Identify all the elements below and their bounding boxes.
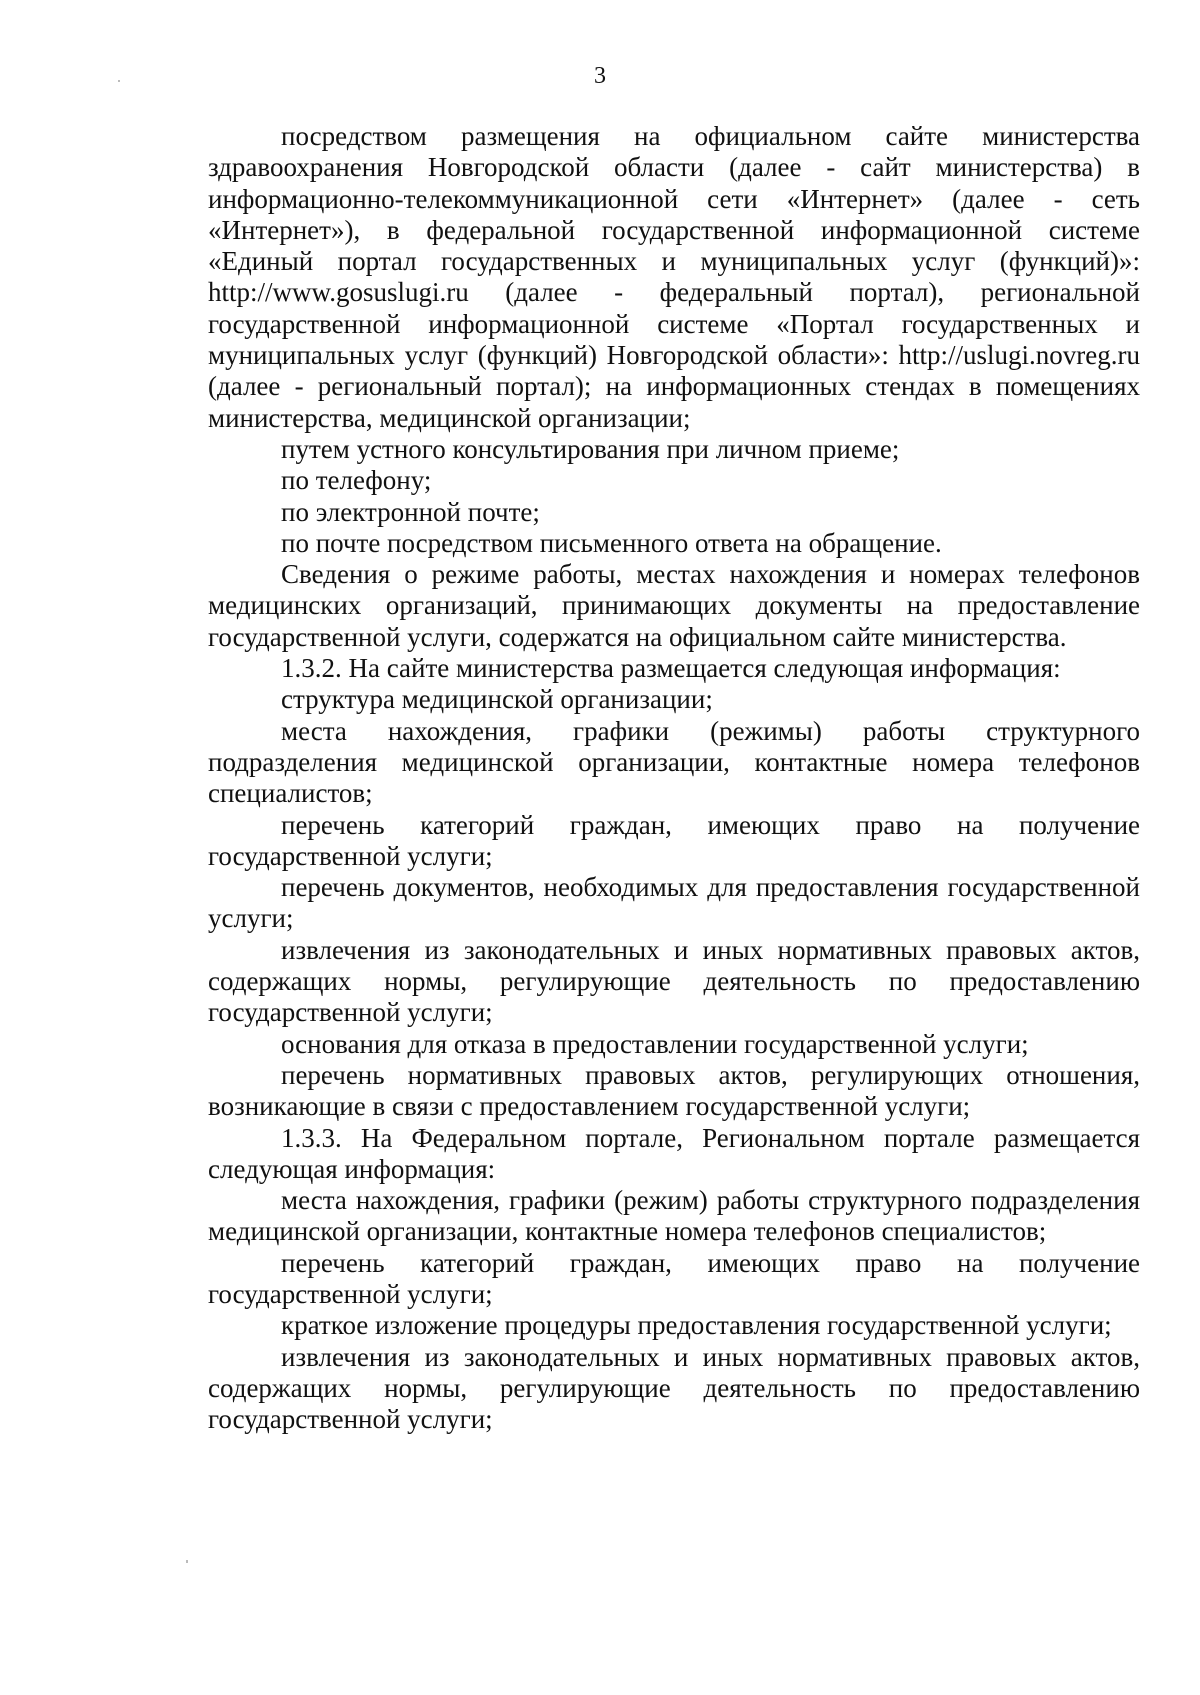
paragraph-1-3-3-heading: 1.3.3. На Федеральном портале, Региональном портале размещается следующая информация: — [208, 1122, 1140, 1184]
document-body — [208, 121, 1140, 1435]
paragraph-info-channels: посредством размещения на официальном сайте министерства здравоохранения Новгородской области (далее - сайт министерства) в информационно-телекоммуникационной сети «Интернет» (далее - сеть «Интернет»), в федеральной государственной информационной системе «Единый портал государственных и муниципальных услуг (функций)»: http://www.gosuslugi.ru (далее - федеральный портал), региональной государственной информационной системе «Портал государственных и муниципальных услуг (функций) Новгородской области»: http://uslugi.novreg.ru (далее - региональный портал); на информационных стендах в помещениях министерства, медицинской организации; — [208, 121, 1140, 433]
paragraph-citizen-categories: перечень категорий граждан, имеющих право на получение государственной услуги; — [208, 809, 1140, 871]
scan-speck — [186, 1560, 188, 1563]
paragraph-work-schedule-info: Сведения о режиме работы, местах нахождения и номерах телефонов медицинских организаций, принимающих документы на предоставление государственной услуги, содержатся на официальном сайте министерства. — [208, 559, 1140, 652]
paragraph-normative-acts: перечень нормативных правовых актов, регулирующих отношения, возникающие в связи с предоставлением государственной услуги; — [208, 1059, 1140, 1122]
paragraph-portal-legal-extracts: извлечения из законодательных и иных нормативных правовых актов, содержащих нормы, регулирующие деятельность по предоставлению государственной услуги; — [208, 1341, 1140, 1435]
paragraph-documents-list: перечень документов, необходимых для предоставления государственной услуги; — [208, 872, 1140, 934]
paragraph-refusal-grounds: основания для отказа в предоставлении государственной услуги; — [281, 1028, 1029, 1059]
paragraph-portal-locations-schedules: места нахождения, графики (режим) работы структурного подразделения медицинской организации, контактные номера телефонов специалистов; — [208, 1185, 1140, 1247]
paragraph-1-3-2-heading: 1.3.2. На сайте министерства размещается следующая информация: — [281, 653, 1061, 684]
paragraph-locations-schedules: места нахождения, графики (режимы) работы структурного подразделения медицинской организации, контактные номера телефонов специалистов; — [208, 715, 1140, 809]
paragraph-mail: по почте посредством письменного ответа на обращение. — [281, 527, 942, 558]
paragraph-structure: структура медицинской организации; — [281, 684, 713, 715]
paragraph-phone: по телефону; — [281, 465, 432, 496]
paragraph-legal-extracts: извлечения из законодательных и иных нормативных правовых актов, содержащих нормы, регулирующие деятельность по предоставлению государственной услуги; — [208, 934, 1140, 1028]
paragraph-procedure-summary: краткое изложение процедуры предоставления государственной услуги; — [281, 1310, 1112, 1341]
paragraph-oral-consultation: путем устного консультирования при личном приеме; — [281, 433, 900, 464]
paragraph-portal-citizen-categories: перечень категорий граждан, имеющих право на получение государственной услуги; — [208, 1247, 1140, 1309]
page-number: 3 — [594, 63, 606, 89]
paragraph-email: по электронной почте; — [281, 496, 540, 527]
